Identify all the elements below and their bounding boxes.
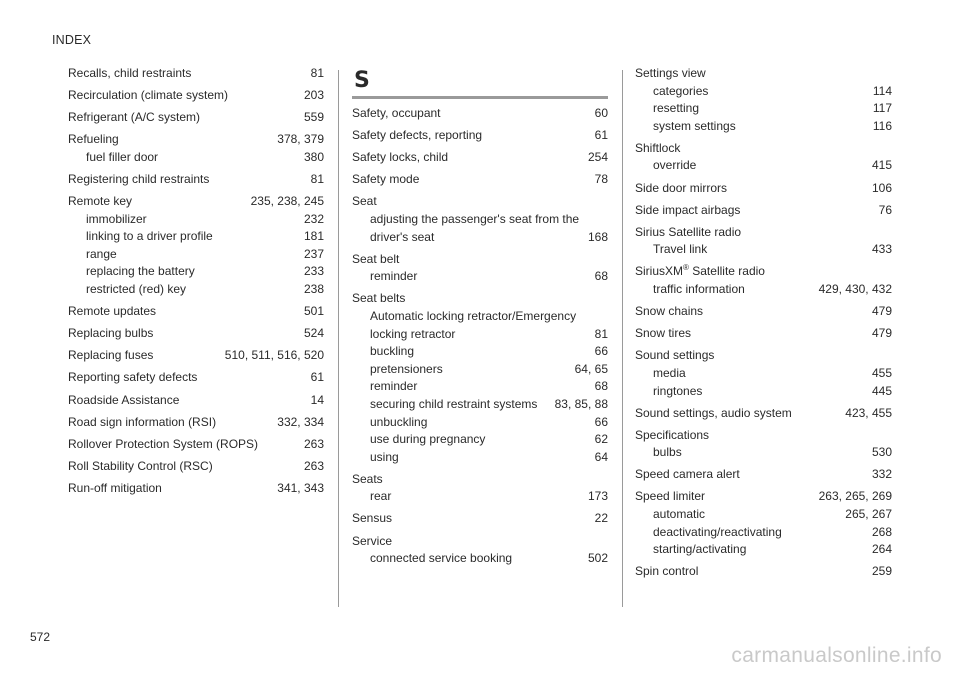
index-subentry-row (635, 100, 892, 118)
index-subentry-row (352, 396, 608, 414)
index-subentry-row (352, 268, 608, 286)
index-page-ref: 64 (594, 449, 608, 464)
index-term: Speed camera alert (635, 467, 740, 482)
index-term: Specifications (635, 427, 710, 442)
index-entry (635, 427, 892, 462)
index-column-2 (352, 70, 608, 572)
index-entry-row (352, 149, 608, 167)
index-subentry-row (635, 506, 892, 524)
section-letter-heading: S (354, 68, 370, 93)
index-entry (68, 458, 324, 476)
index-entry-row (68, 414, 324, 432)
index-entry (68, 347, 324, 365)
index-subterm: connected service booking (370, 551, 513, 566)
index-page-ref: 264 (871, 542, 892, 557)
index-subterm: pretensioners (370, 361, 443, 376)
index-subentry-row (352, 414, 608, 432)
page-number: 572 (30, 630, 51, 644)
index-page-ref: 68 (594, 379, 608, 394)
index-entry-row (635, 488, 892, 506)
index-entry-row (352, 127, 608, 145)
index-page-ref: 66 (594, 414, 608, 429)
index-page-ref: 237 (303, 246, 324, 261)
index-entry (635, 263, 892, 298)
index-entry (635, 563, 892, 581)
index-subentry-row (68, 263, 324, 281)
index-entry-row (635, 303, 892, 321)
index-entry (352, 533, 608, 568)
index-page-ref: 62 (594, 432, 608, 447)
index-entry-row (68, 480, 324, 498)
index-page-ref: 263 (303, 436, 324, 451)
index-subterm-line: adjusting the passenger's seat from the (370, 211, 580, 226)
index-subterm: system settings (653, 118, 736, 133)
index-page-ref: 181 (303, 229, 324, 244)
section-letter-rule (352, 96, 608, 99)
index-term: Road sign information (RSI) (68, 414, 217, 429)
index-page-ref: 445 (871, 383, 892, 398)
index-column-1 (68, 65, 324, 502)
index-entry-row (635, 325, 892, 343)
index-term: Remote key (68, 194, 133, 209)
index-term: Recirculation (climate system) (68, 88, 229, 103)
index-entry (635, 224, 892, 259)
index-term: Refrigerant (A/C system) (68, 110, 201, 125)
index-term: Seat (352, 194, 377, 209)
index-subentry-row (352, 361, 608, 379)
index-subentry-row (352, 449, 608, 467)
index-entry-row (352, 105, 608, 123)
index-subterm: resetting (653, 101, 700, 116)
index-page-ref: 232 (303, 211, 324, 226)
index-subterm: media (653, 365, 686, 380)
index-page-ref: 263, 265, 269 (818, 489, 892, 504)
index-subterm: use during pregnancy (370, 432, 486, 447)
index-subentry-row (68, 228, 324, 246)
index-entry (635, 140, 892, 175)
index-entry (352, 471, 608, 506)
index-term: Roadside Assistance (68, 392, 180, 407)
index-term: Seat belts (352, 291, 406, 306)
index-entry (68, 131, 324, 166)
index-entry-row (68, 347, 324, 365)
index-page-ref: 433 (871, 242, 892, 257)
index-page-ref: 254 (587, 150, 608, 165)
index-subentry-row (635, 281, 892, 299)
index-term: Remote updates (68, 304, 157, 319)
index-subterm: unbuckling (370, 414, 428, 429)
index-subterm: range (86, 246, 117, 261)
index-page-ref: 66 (594, 344, 608, 359)
index-entry (635, 180, 892, 198)
index-page-ref: 479 (871, 304, 892, 319)
index-entry (68, 303, 324, 321)
index-entry (352, 127, 608, 145)
index-subterm: Travel link (653, 242, 708, 257)
index-page-ref: 429, 430, 432 (818, 282, 892, 297)
index-subentry-row (68, 149, 324, 167)
index-subentry-row (635, 241, 892, 259)
index-entry (635, 405, 892, 423)
index-entry (352, 251, 608, 286)
index-entry-row (68, 193, 324, 211)
index-entry (352, 171, 608, 189)
index-subterm: immobilizer (86, 211, 147, 226)
index-term: Refueling (68, 132, 119, 147)
index-entry (635, 303, 892, 321)
index-term: Snow chains (635, 304, 704, 319)
index-page-ref: 22 (594, 511, 608, 526)
index-page-ref: 60 (594, 106, 608, 120)
index-term: Replacing fuses (68, 348, 154, 363)
index-entry-row (68, 171, 324, 189)
index-term: Seat belt (352, 251, 400, 266)
index-page-ref: 380 (303, 149, 324, 164)
index-entry-row (635, 466, 892, 484)
index-term: Run-off mitigation (68, 480, 162, 495)
index-subterm: deactivating/reactivating (653, 524, 782, 539)
index-page-ref: 501 (303, 304, 324, 319)
index-subterm: ringtones (653, 383, 703, 398)
index-entry-row (68, 392, 324, 410)
registered-mark: ® (683, 263, 689, 273)
index-subterm: linking to a driver profile (86, 229, 213, 244)
index-term: Sound settings, audio system (635, 405, 792, 420)
index-page-ref: 61 (310, 370, 324, 385)
index-entry-row (635, 405, 892, 423)
index-entry (68, 480, 324, 498)
index-entry-row (68, 303, 324, 321)
index-subentry-row (352, 488, 608, 506)
index-term: Shiftlock (635, 140, 681, 155)
index-page-ref: 265, 267 (845, 507, 892, 522)
index-term: Sound settings (635, 348, 715, 363)
index-page-ref: 117 (872, 101, 892, 116)
index-page-ref: 378, 379 (277, 132, 324, 147)
index-entry-row (68, 369, 324, 387)
watermark: carmanualsonline.info (731, 644, 942, 667)
index-subentry-row (352, 550, 608, 568)
index-term: Rollover Protection System (ROPS) (68, 436, 259, 451)
index-entry-row (352, 510, 608, 528)
index-subterm-line: Automatic locking retractor/Emergency (370, 308, 577, 323)
index-page-ref: 83, 85, 88 (554, 396, 608, 411)
index-page-ref: 530 (871, 445, 892, 460)
index-subterm: rear (370, 489, 392, 504)
index-entry (635, 466, 892, 484)
index-entry (68, 109, 324, 127)
index-page-ref: 423, 455 (845, 405, 892, 420)
index-page-ref: 455 (871, 365, 892, 380)
index-page-ref: 259 (871, 564, 892, 579)
index-subentry-row (352, 326, 608, 344)
index-page-ref: 168 (587, 229, 608, 244)
index-term: Safety mode (352, 172, 420, 187)
index-entry (635, 488, 892, 558)
index-page-ref: 203 (303, 88, 324, 103)
index-subentry-row (635, 541, 892, 559)
index-entry (352, 105, 608, 123)
index-page-ref: 415 (871, 158, 892, 173)
index-subterm: traffic information (653, 282, 745, 297)
index-subterm: fuel filler door (86, 149, 159, 164)
index-term: SiriusXM® Satellite radio (635, 263, 765, 279)
index-entry (352, 149, 608, 167)
index-entry (635, 65, 892, 135)
index-subentry-row (635, 524, 892, 542)
index-subentry-row (352, 431, 608, 449)
index-term: Roll Stability Control (RSC) (68, 458, 213, 473)
index-page-ref: 81 (310, 66, 324, 80)
index-subterm: override (653, 158, 697, 173)
index-subterm: using (370, 449, 399, 464)
index-page-ref: 341, 343 (277, 480, 324, 495)
index-subterm: locking retractor (370, 326, 456, 341)
index-term: Side door mirrors (635, 180, 728, 195)
index-subentry-row (68, 246, 324, 264)
index-page-ref: 332, 334 (277, 414, 324, 429)
index-page-ref: 238 (303, 282, 324, 297)
index-subentry-row (352, 343, 608, 361)
index-term: Service (352, 533, 393, 548)
index-page-ref: 116 (872, 118, 892, 133)
index-subterm: categories (653, 83, 709, 98)
index-term: Safety defects, reporting (352, 128, 483, 143)
index-page-ref: 233 (303, 264, 324, 279)
index-term: Recalls, child restraints (68, 66, 192, 80)
index-subterm: reminder (370, 379, 418, 394)
index-column-3 (635, 65, 892, 585)
index-page-ref: 332 (871, 467, 892, 482)
index-term: Replacing bulbs (68, 326, 154, 341)
index-page-ref: 81 (594, 326, 608, 341)
index-page-ref: 76 (878, 202, 892, 217)
index-term: Registering child restraints (68, 171, 210, 186)
column-divider (622, 70, 623, 607)
index-term: Sirius Satellite radio (635, 224, 742, 239)
index-entry (68, 414, 324, 432)
index-entry (68, 392, 324, 410)
index-term: Settings view (635, 66, 706, 80)
index-page-ref: 268 (871, 524, 892, 539)
index-subentry-row (352, 229, 608, 247)
index-entry-row (68, 436, 324, 454)
index-subterm: reminder (370, 269, 418, 284)
index-term: Snow tires (635, 326, 692, 341)
index-entry-row (635, 563, 892, 581)
index-subentry-row (352, 378, 608, 396)
index-page-ref: 106 (871, 180, 892, 195)
index-entry (352, 193, 608, 246)
index-entry-row (68, 325, 324, 343)
index-entry-row (68, 131, 324, 149)
index-entry-row (68, 109, 324, 127)
index-entry (68, 193, 324, 299)
index-page-ref: 479 (871, 326, 892, 341)
index-term: Safety locks, child (352, 150, 449, 165)
index-subterm: restricted (red) key (86, 282, 187, 297)
index-term: Side impact airbags (635, 202, 741, 217)
index-page-ref: 510, 511, 516, 520 (224, 348, 324, 363)
index-subterm: starting/activating (653, 542, 747, 557)
index-entry-row (68, 458, 324, 476)
index-page-ref: 502 (587, 551, 608, 566)
index-entry (635, 325, 892, 343)
index-subentry-row (635, 444, 892, 462)
index-subentry-row (68, 281, 324, 299)
index-subterm: bulbs (653, 445, 682, 460)
index-subentry-row (635, 83, 892, 101)
index-subterm: replacing the battery (86, 264, 195, 279)
index-subentry-row (68, 211, 324, 229)
column-divider (338, 70, 339, 607)
index-entry (68, 171, 324, 189)
index-entry (635, 347, 892, 400)
index-page-ref: 114 (872, 83, 892, 98)
index-entry-row (635, 202, 892, 220)
index-subterm: driver's seat (370, 229, 435, 244)
index-page-ref: 78 (594, 172, 608, 187)
index-entry (68, 436, 324, 454)
index-term: Spin control (635, 564, 699, 579)
index-page-ref: 524 (303, 326, 324, 341)
index-subentry-row (635, 118, 892, 136)
index-term: Sensus (352, 511, 393, 526)
index-entry-row (635, 180, 892, 198)
index-entry (352, 290, 608, 466)
index-page-ref: 61 (594, 128, 608, 143)
index-page-ref: 68 (594, 269, 608, 284)
index-term: Reporting safety defects (68, 370, 198, 385)
index-entry-row (68, 65, 324, 83)
index-term: Seats (352, 471, 383, 486)
index-entry (68, 369, 324, 387)
index-term: Safety, occupant (352, 106, 441, 120)
index-subterm: automatic (653, 507, 706, 522)
index-page-ref: 64, 65 (574, 361, 608, 376)
index-page-ref: 235, 238, 245 (250, 194, 324, 209)
index-subterm: securing child restraint systems (370, 396, 538, 411)
index-subentry-row (635, 383, 892, 401)
index-entry (635, 202, 892, 220)
index-entry (68, 65, 324, 83)
index-page-ref: 81 (310, 171, 324, 186)
page-header-title: INDEX (52, 33, 92, 47)
index-entry (68, 325, 324, 343)
index-page-ref: 263 (303, 458, 324, 473)
index-page-ref: 173 (587, 489, 608, 504)
index-entry (68, 87, 324, 105)
index-subterm: buckling (370, 344, 415, 359)
index-entry (352, 510, 608, 528)
index-page-ref: 559 (303, 110, 324, 125)
index-page-ref: 14 (310, 392, 324, 407)
index-term: Speed limiter (635, 489, 706, 504)
index-subentry-row (635, 365, 892, 383)
index-subentry-row (635, 157, 892, 175)
index-entry-row (68, 87, 324, 105)
index-entry-row (352, 171, 608, 189)
